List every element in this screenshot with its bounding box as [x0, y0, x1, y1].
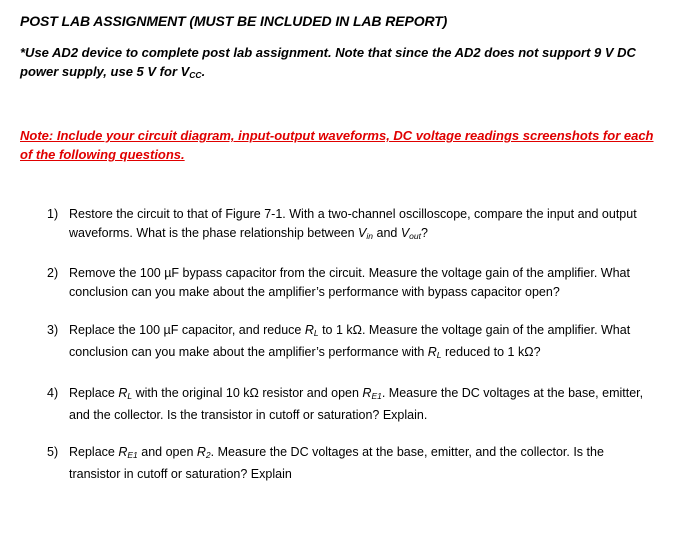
- page-title: POST LAB ASSIGNMENT (MUST BE INCLUDED IN LAB REPORT): [20, 13, 448, 29]
- symbol-letter: V: [358, 226, 367, 240]
- symbol-letter: R: [427, 345, 437, 359]
- question-text: with the original 10 kΩ resistor and open: [132, 386, 363, 400]
- r-l-symbol: [428, 345, 442, 359]
- question-number: 1): [47, 207, 59, 221]
- question-text: . Measure the DC voltages at the base, emitter, and the collector. Is the transistor in cutoff or saturation? Explain.: [69, 386, 644, 422]
- symbol-letter: R: [304, 323, 314, 337]
- symbol-letter: V: [400, 226, 410, 240]
- question-2: [47, 264, 652, 302]
- question-4: [47, 384, 652, 425]
- intro-paragraph: [20, 43, 650, 85]
- symbol-subscript: out: [409, 231, 421, 241]
- intro-end: .: [201, 64, 206, 79]
- question-text: Restore the circuit to that of Figure 7-1. With a two-channel oscilloscope, compare the input and output waveforms. What is the phase relationship between: [69, 207, 637, 240]
- r-l-symbol: [118, 386, 132, 400]
- symbol-letter: R: [118, 386, 128, 400]
- question-text: reduced to 1 kΩ?: [441, 345, 541, 359]
- symbol-letter: R: [118, 445, 128, 459]
- question-number: 5): [47, 445, 59, 459]
- symbol-subscript: 2: [205, 450, 211, 460]
- v-out-symbol: [401, 226, 421, 240]
- symbol-letter: R: [362, 386, 372, 400]
- symbol-subscript: E1: [371, 391, 382, 401]
- question-text: Replace: [69, 445, 119, 459]
- r-e1-symbol: [118, 445, 137, 459]
- question-text: to 1 kΩ. Measure the voltage gain of the amplifier. What conclusion can you make about the amplifier’s performance with: [69, 323, 631, 359]
- question-text: and: [373, 226, 401, 240]
- symbol-subscript: L: [313, 328, 319, 338]
- r-e1-symbol: [362, 386, 381, 400]
- intro-text: *Use AD2 device to complete post lab assignment. Note that since the AD2 does not support 9 V DC power supply, use 5 V for V: [20, 45, 636, 79]
- question-5: [47, 443, 652, 484]
- question-text: . Measure the DC voltages at the base, emitter, and the collector. Is the transistor in cutoff or saturation? Explain: [69, 445, 604, 481]
- question-list: [47, 205, 652, 484]
- question-text: Replace: [69, 386, 119, 400]
- symbol-subscript: in: [366, 231, 374, 241]
- question-text: Remove the 100 µF bypass capacitor from the circuit. Measure the voltage gain of the amplifier. What conclusion can you make about the amplifier’s performance with bypass capacitor open?: [69, 266, 630, 299]
- question-text: Replace the 100 µF capacitor, and reduce: [69, 323, 305, 337]
- v-in-symbol: [358, 226, 373, 240]
- symbol-subscript: L: [127, 391, 133, 401]
- symbol-subscript: L: [436, 350, 442, 360]
- question-number: 3): [47, 323, 59, 337]
- question-1: [47, 205, 652, 246]
- question-text: ?: [421, 226, 428, 240]
- question-text: and open: [137, 445, 197, 459]
- question-number: 2): [47, 266, 59, 280]
- symbol-letter: R: [196, 445, 206, 459]
- symbol-subscript: E1: [127, 450, 138, 460]
- question-number: 4): [47, 386, 59, 400]
- question-3: [47, 321, 652, 365]
- r-l-symbol: [305, 323, 319, 337]
- note-text: Note: Include your circuit diagram, input-output waveforms, DC voltage readings screenshots for each of the following questions.: [20, 128, 654, 162]
- vcc-subscript: CC: [189, 70, 202, 80]
- r-2-symbol: [197, 445, 211, 459]
